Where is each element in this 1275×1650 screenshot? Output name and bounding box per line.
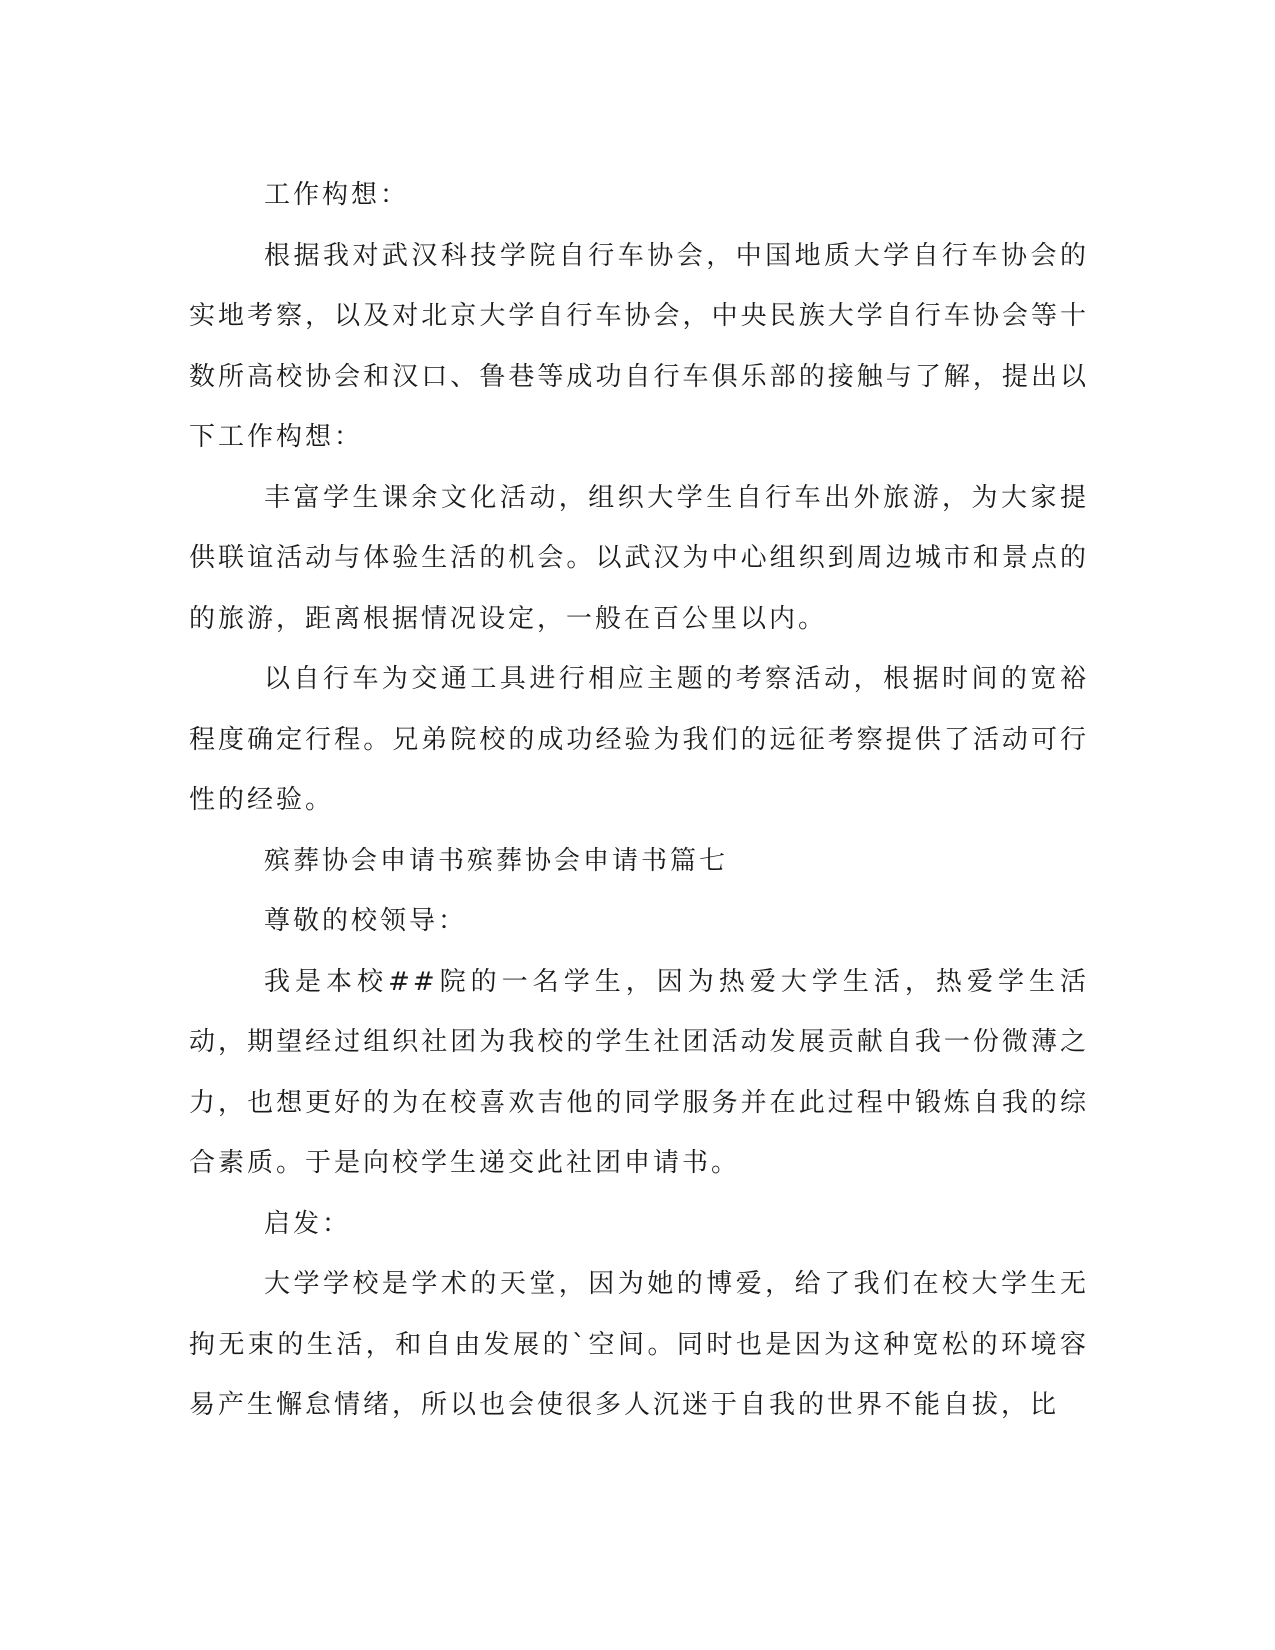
paragraph-investigation: 根据我对武汉科技学院自行车协会，中国地质大学自行车协会的实地考察，以及对北京大学自行车协会，中央民族大学自行车协会等十数所高校协会和汉口、鲁巷等成功自行车俱乐部的接触与了解，提出以下工作构想： xyxy=(189,240,1089,452)
salutation: 尊敬的校领导： xyxy=(264,906,468,936)
document-body xyxy=(189,165,1089,1436)
section-title: 殡葬协会申请书殡葬协会申请书篇七 xyxy=(264,845,729,876)
paragraph-university-life: 大学学校是学术的天堂，因为她的博爱，给了我们在校大学生无拘无束的生活，和自由发展的`空间。同时也是因为这种宽松的环境容易产生懈怠情绪，所以也会使很多人沉迷于自我的世界不能自拔，比 xyxy=(189,1269,1089,1420)
paragraph-introduction: 我是本校##院的一名学生，因为热爱大学生活，热爱学生活动，期望经过组织社团为我校的学生社团活动发展贡献自我一份微薄之力，也想更好的为在校喜欢吉他的同学服务并在此过程中锻炼自我的综合素质。于是向校学生递交此社团申请书。 xyxy=(189,966,1089,1178)
heading-work-plan: 工作构想： xyxy=(264,180,410,210)
heading-inspiration: 启发： xyxy=(264,1208,352,1239)
paragraph-study-trips: 以自行车为交通工具进行相应主题的考察活动，根据时间的宽裕程度确定行程。兄弟院校的成功经验为我们的远征考察提供了活动可行性的经验。 xyxy=(189,664,1089,815)
paragraph-cycling-tours: 丰富学生课余文化活动，组织大学生自行车出外旅游，为大家提供联谊活动与体验生活的机会。以武汉为中心组织到周边城市和景点的的旅游，距离根据情况设定，一般在百公里以内。 xyxy=(189,482,1089,634)
